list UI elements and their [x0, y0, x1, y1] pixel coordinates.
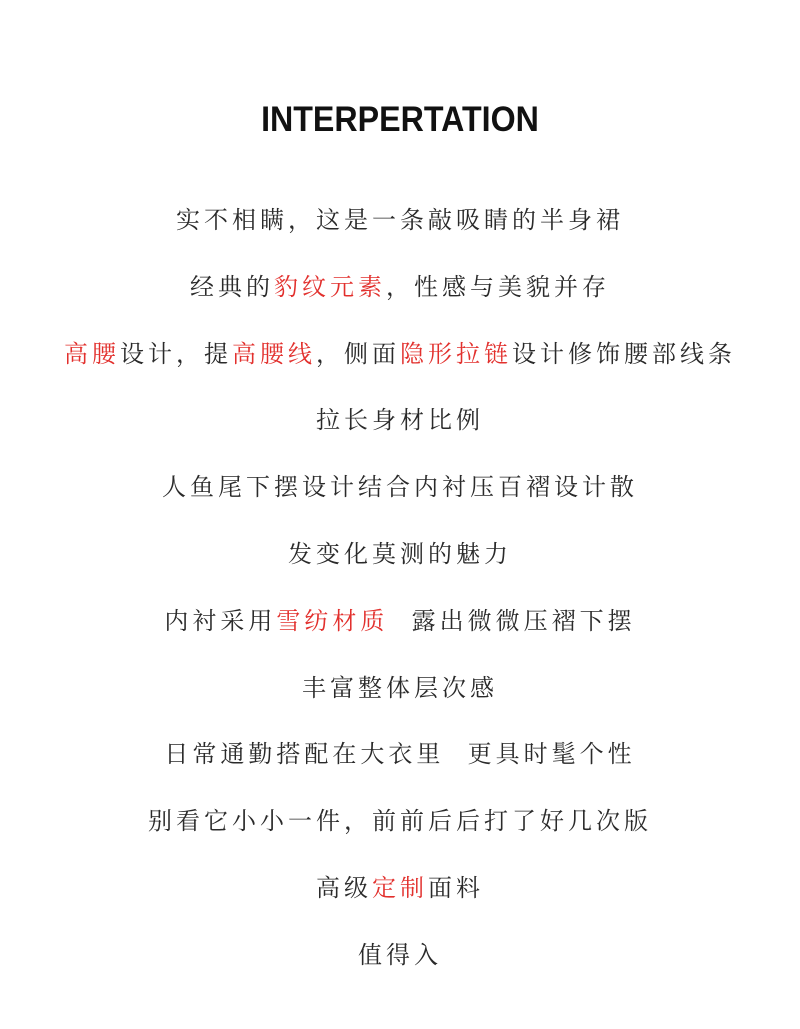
text-line: [0, 670, 800, 706]
text-line: [0, 336, 800, 372]
text-line: [0, 937, 800, 973]
text-line: [0, 269, 800, 305]
text-segment: 经典的: [190, 273, 274, 301]
text-segment: 丰富整体层次感: [302, 674, 498, 702]
text-segment: 实不相瞒，这是一条敲吸睛的半身裙: [176, 206, 624, 234]
text-segment: 日常通勤搭配在大衣里 更具时髦个性: [164, 740, 636, 768]
highlighted-text: 豹纹元素: [274, 273, 386, 301]
text-segment: 拉长身材比例: [316, 406, 484, 434]
text-line: [0, 402, 800, 438]
text-segment: 面料: [428, 874, 484, 902]
text-segment: 露出微微压褶下摆: [388, 607, 636, 635]
highlighted-text: 高腰: [64, 340, 120, 368]
highlighted-text: 高腰线: [232, 340, 316, 368]
text-line: [0, 803, 800, 839]
text-segment: ，性感与美貌并存: [386, 273, 610, 301]
text-segment: 值得入: [358, 941, 442, 969]
page-title: INTERPERTATION: [261, 100, 539, 139]
text-line: [0, 870, 800, 906]
text-segment: 发变化莫测的魅力: [288, 540, 512, 568]
text-line: [0, 536, 800, 572]
text-segment: 别看它小小一件，前前后后打了好几次版: [148, 807, 652, 835]
text-line: [0, 469, 800, 505]
text-segment: ，侧面: [316, 340, 400, 368]
text-segment: 内衬采用: [164, 607, 277, 635]
text-segment: 设计修饰腰部线条: [512, 340, 736, 368]
text-line: [0, 202, 800, 238]
highlighted-text: 雪纺材质: [276, 607, 389, 635]
highlighted-text: 定制: [372, 874, 428, 902]
text-segment: 人鱼尾下摆设计结合内衬压百褶设计散: [162, 473, 638, 501]
text-segment: 设计，提: [120, 340, 232, 368]
text-line: [0, 736, 800, 772]
text-line: [0, 603, 800, 639]
highlighted-text: 隐形拉链: [400, 340, 512, 368]
text-segment: 高级: [316, 874, 372, 902]
